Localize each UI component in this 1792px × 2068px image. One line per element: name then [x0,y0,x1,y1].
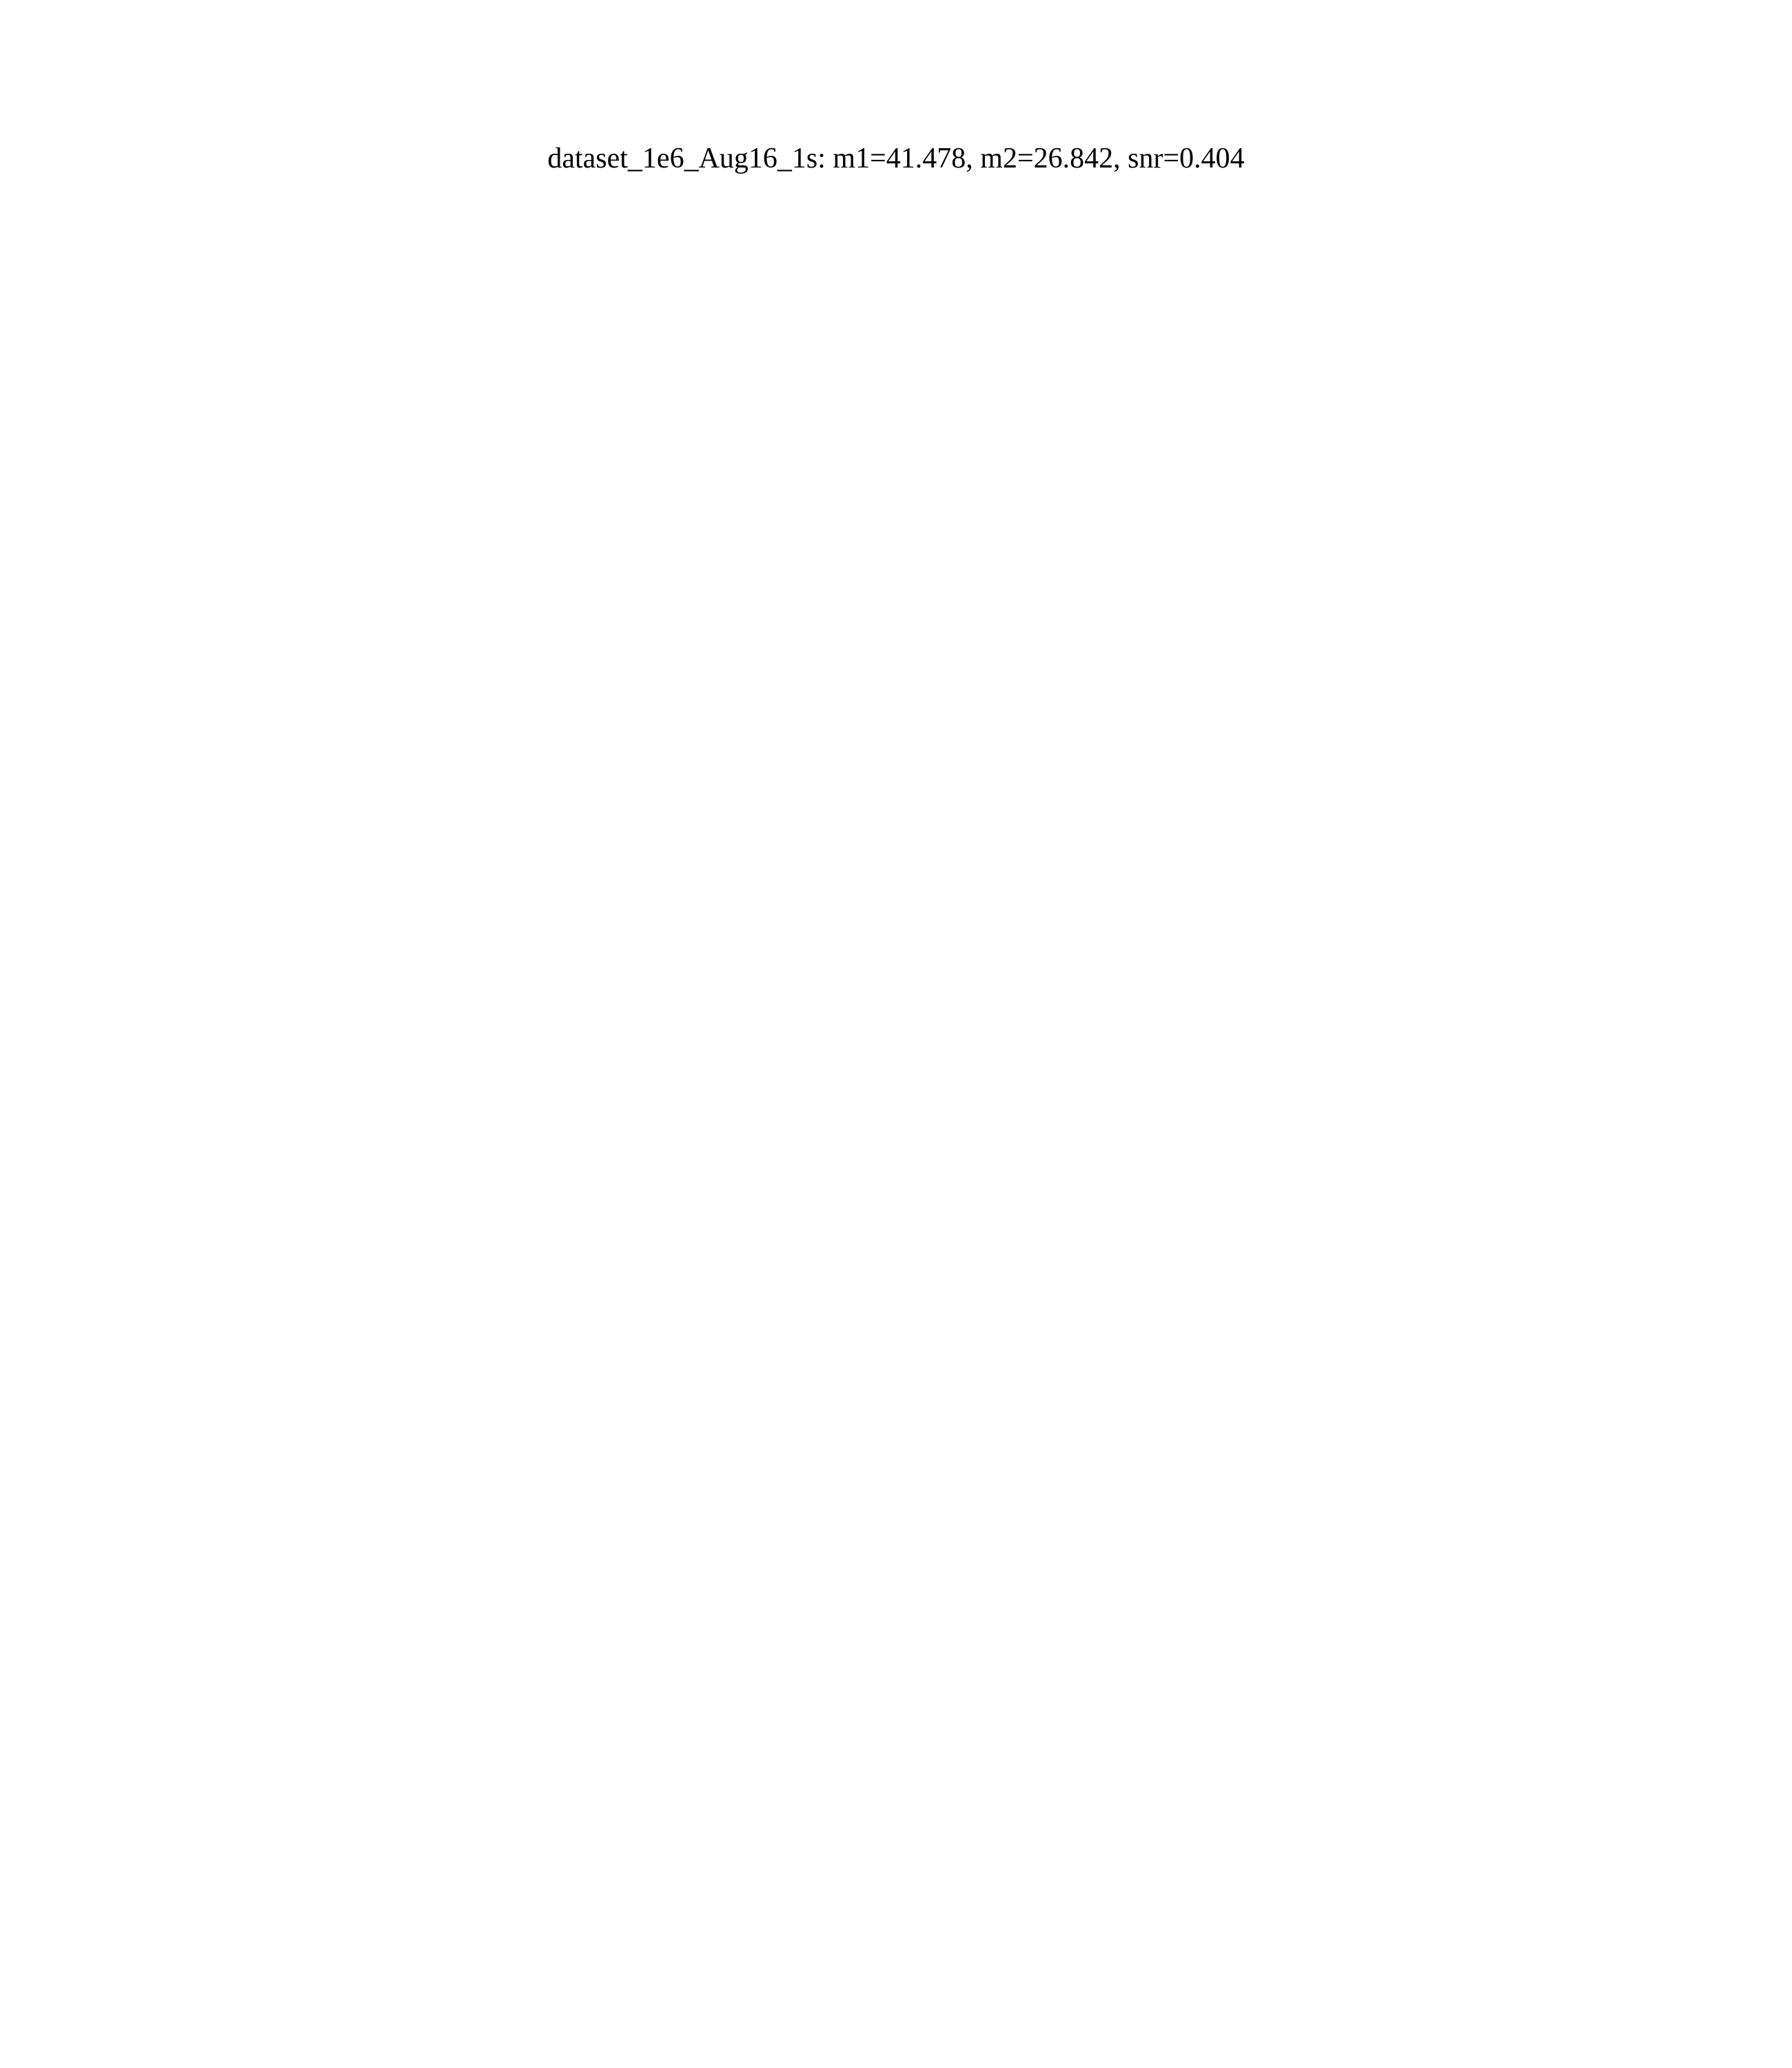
figure-title: dataset_1e6_Aug16_1s: m1=41.478, m2=26.842, snr=0.404 [547,143,1245,174]
